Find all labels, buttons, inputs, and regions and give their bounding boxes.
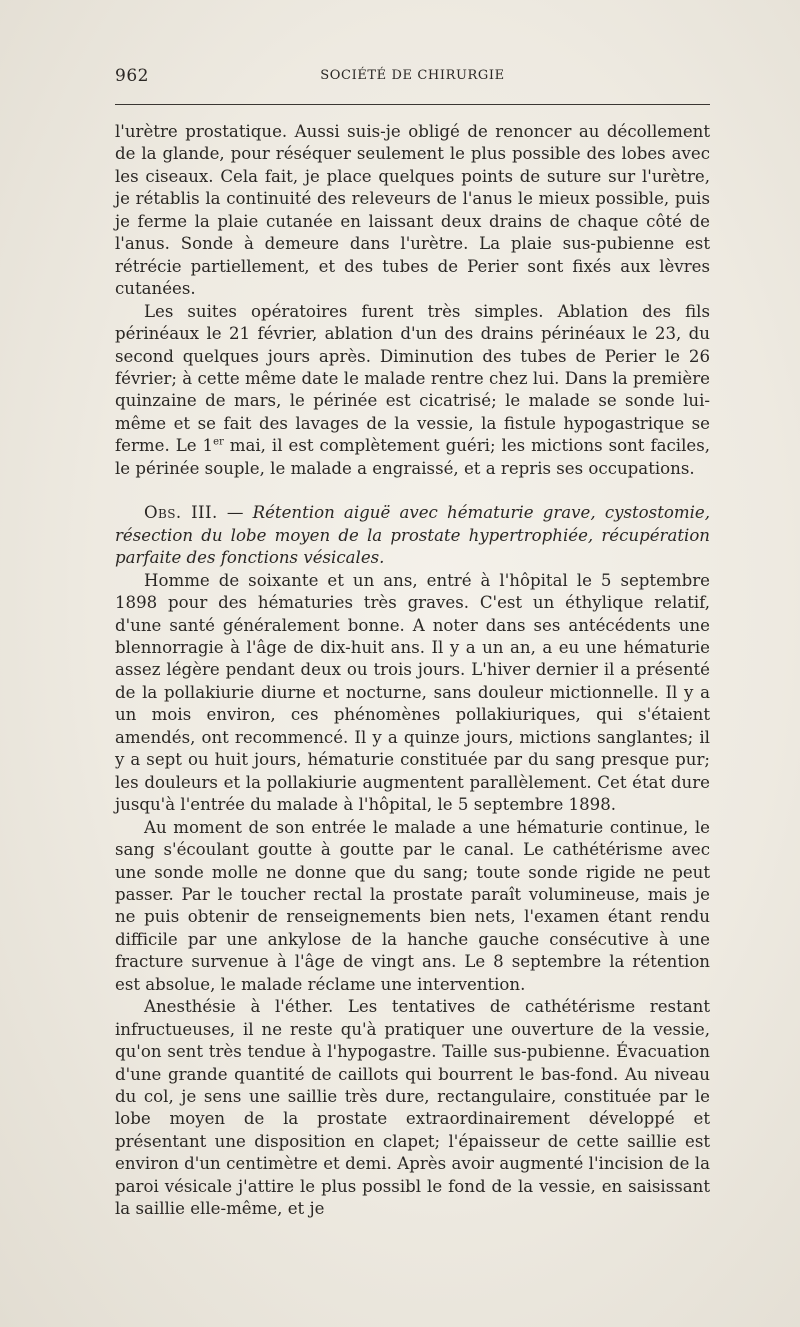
paragraph-admission: Au moment de son entrée le malade a une hématurie continue, le sang s'écoulant goutte à goutte par le canal. Le cathétérisme avec une sonde molle ne donne que du sang; toute sonde rigide ne peut passer. Par le toucher rectal la prostate paraît volumineuse, mais je ne puis obtenir de renseignements bien nets, l'examen étant rendu difficile par une ankylose de la hanche gauche consécutive à une fracture survenue à l'âge de vingt ans. Le 8 septembre la rétention est absolue, le malade réclame une intervention. bbox=[115, 817, 710, 994]
section-gap bbox=[115, 480, 710, 502]
paragraph-postoperative-text-a: Les suites opératoires furent très simples. Ablation des fils périnéaux le 21 février, ablation d'un des drains périnéaux le 23, du second quelques jours après. Diminution des tubes de Perier le 26 février; à cette même date le malade rentre chez lui. Dans la première quinzaine de mars, le périnée est cicatrisé; le malade se sonde lui-même et se fait des lavages de la vessie, la fistule hypogastrique se ferme. Le 1 bbox=[115, 301, 710, 456]
header-rule bbox=[115, 104, 710, 105]
observation-label: Obs. III. bbox=[144, 503, 218, 523]
page-number: 962 bbox=[115, 66, 149, 86]
page-header bbox=[115, 66, 710, 88]
body-text bbox=[115, 121, 710, 1221]
paragraph-continued: l'urètre prostatique. Aussi suis-je obligé de renoncer au décollement de la glande, pour réséquer seulement le plus possible des lobes avec les ciseaux. Cela fait, je place quelques points de suture sur l'urètre, je rétablis la continuité des releveurs de l'anus le mieux possible, puis je ferme la plaie cutanée en laissant deux drains de chaque côté de l'anus. Sonde à demeure dans l'urètre. La plaie sus-pubienne est rétrécie partiellement, et des tubes de Perier sont fixés aux lèvres cutanées. bbox=[115, 122, 710, 299]
observation-dash: — bbox=[217, 503, 253, 523]
paragraph-postoperative bbox=[115, 301, 710, 481]
ordinal-superscript: er bbox=[213, 436, 224, 448]
paragraph-operation: Anesthésie à l'éther. Les tentatives de cathétérisme restant infructueuses, il ne reste qu'à pratiquer une ouverture de la vessie, qu'on sent très tendue à l'hypogastre. Taille sus-pubienne. Évacuation d'une grande quantité de caillots qui bourrent le bas-fond. Au niveau du col, je sens une saillie très dure, rectangulaire, constituée par le lobe moyen de la prostate extraordinairement développé et présentant une disposition en clapet; l'épaisseur de cette saillie est environ d'un centimètre et demi. Après avoir augmenté l'incision de la paroi vésicale j'attire le plus possibl le fond de la vessie, en saisissant la saillie elle-même, et je bbox=[115, 997, 710, 1219]
observation-title: Rétention aiguë avec hématurie grave, cystostomie, résection du lobe moyen de la prostate hypertrophiée, récupération parfaite des fonctions vésicales. bbox=[115, 503, 710, 568]
paragraph-history: Homme de soixante et un ans, entré à l'hôpital le 5 septembre 1898 pour des hématuries très graves. C'est un éthylique relatif, d'une santé généralement bonne. A noter dans ses antécédents une blennorragie à l'âge de dix-huit ans. Il y a un an, a eu une hématurie assez légère pendant deux ou trois jours. L'hiver dernier il a présenté de la pollakiurie diurne et nocturne, sans douleur mictionnelle. Il y a un mois environ, ces phénomènes pollakiuriques, qui s'étaient amendés, ont recommencé. Il y a quinze jours, mictions sanglantes; il y a sept ou huit jours, hématurie constituée par du sang presque pur; les douleurs et la pollakiurie augmentent parallèlement. Cet état dure jusqu'à l'entrée du malade à l'hôpital, le 5 septembre 1898. bbox=[115, 570, 710, 815]
paragraph-postoperative-text-b: mai, il est complètement guéri; les mictions sont faciles, le périnée souple, le malade a engraissé, et a repris ses occupations. bbox=[115, 436, 710, 478]
running-head: SOCIÉTÉ DE CHIRURGIE bbox=[320, 68, 505, 83]
observation-heading bbox=[115, 502, 710, 569]
